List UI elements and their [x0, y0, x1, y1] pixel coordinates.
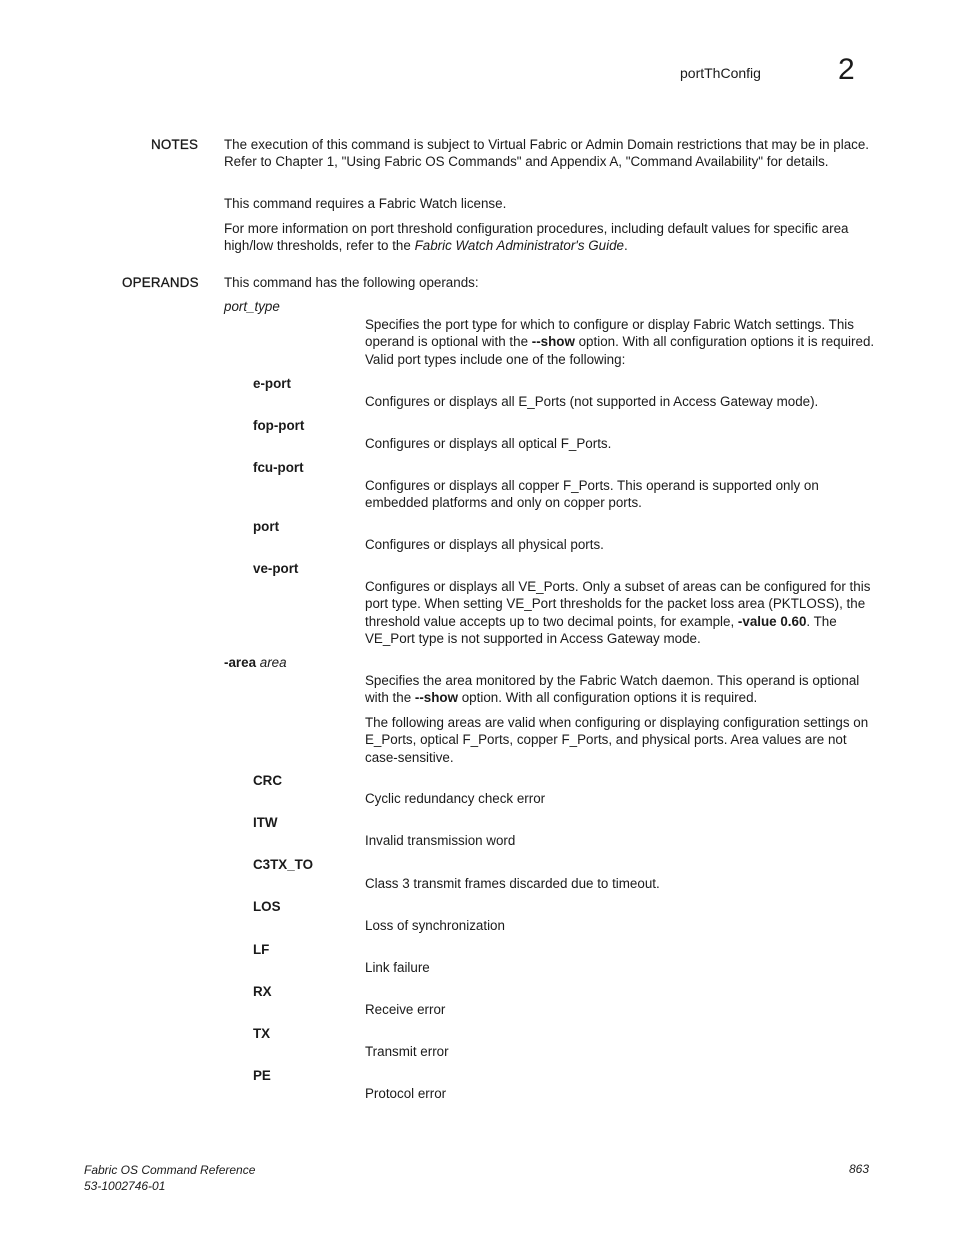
area-argument: area — [259, 655, 287, 670]
notes-paragraph-3-end: . — [624, 238, 628, 254]
port-type-desc-text-end: option. With all configuration options it is required. Valid port types include one of the following: — [365, 334, 875, 367]
ve-port-desc-value-example: -value 0.60 — [737, 613, 807, 629]
area-flag: -area — [224, 655, 257, 670]
footer-page-number: 863 — [849, 1162, 870, 1176]
area-term-description: Loss of synchronization — [365, 918, 505, 933]
operands-label: OPERANDS — [122, 275, 199, 290]
operand-area-description — [365, 672, 875, 707]
area-term-description: Receive error — [365, 1002, 446, 1017]
running-header-command: portThConfig — [680, 65, 761, 81]
area-term: ITW — [253, 815, 278, 830]
footer-doc-title: Fabric OS Command Reference — [84, 1163, 256, 1177]
area-desc-text-end: option. With all configuration options it is required. — [458, 690, 758, 706]
area-term: LF — [253, 942, 270, 957]
area-desc-text: Specifies the area monitored by the Fabric Watch daemon. This operand is optional with the — [365, 673, 860, 706]
footer-doc-number: 53-1002746-01 — [84, 1179, 166, 1193]
port-type-term-description: Configures or displays all optical F_Ports. — [365, 436, 612, 451]
notes-paragraph-3 — [224, 220, 874, 255]
area-term-description: Cyclic redundancy check error — [365, 791, 546, 806]
notes-label: NOTES — [151, 137, 199, 152]
port-type-term: e-port — [253, 376, 291, 391]
area-desc-show-option: --show — [414, 690, 459, 706]
port-type-term-description: Configures or displays all copper F_Ports. This operand is supported only on embedded platforms and only on copper ports. — [365, 478, 819, 511]
port-type-desc-text: Specifies the port type for which to configure or display Fabric Watch settings. This operand is optional with the — [365, 317, 854, 350]
area-term-description: Link failure — [365, 960, 430, 975]
ve-port-desc-text-end: . The VE_Port type is not supported in Access Gateway mode. — [365, 613, 837, 646]
port-type-term-description: Configures or displays all physical ports. — [365, 537, 604, 552]
footer-document-info — [84, 1162, 255, 1194]
area-term-description: Protocol error — [365, 1086, 447, 1101]
port-type-desc-show-option: --show — [531, 334, 575, 350]
port-type-term-description: Configures or displays all E_Ports (not supported in Access Gateway mode). — [365, 394, 819, 409]
ve-port-desc-text: Configures or displays all VE_Ports. Only a subset of areas can be configured for this port type. When setting VE_Port thresholds for the packet loss area (PKTLOSS), the threshold value accepts up to two decimal points, for example, — [365, 579, 871, 629]
port-type-term: ve-port — [253, 561, 299, 576]
ve-port-description — [365, 578, 875, 647]
area-term: PE — [253, 1068, 271, 1083]
area-term: RX — [253, 984, 272, 999]
area-term: LOS — [253, 899, 281, 914]
operands-intro: This command has the following operands: — [224, 275, 479, 290]
notes-paragraph-2: This command requires a Fabric Watch license. — [224, 196, 507, 211]
operand-port-type: port_type — [224, 299, 280, 314]
area-term-description: Class 3 transmit frames discarded due to timeout. — [365, 876, 660, 891]
operand-area — [224, 655, 287, 670]
operand-area-description-2: The following areas are valid when configuring or displaying configuration settings on E_Ports, optical F_Ports, copper F_Ports, and physical ports. Area values are not case-sensitive. — [365, 715, 869, 765]
area-term-description: Transmit error — [365, 1044, 449, 1059]
port-type-term: fop-port — [253, 418, 305, 433]
chapter-number: 2 — [838, 53, 855, 86]
area-term: C3TX_TO — [253, 857, 314, 872]
area-term: CRC — [253, 773, 283, 788]
area-term-description: Invalid transmission word — [365, 833, 516, 848]
port-type-term: fcu-port — [253, 460, 304, 475]
notes-paragraph-1: The execution of this command is subject to Virtual Fabric or Admin Domain restrictions that may be in place. Refer to Chapter 1, "Using Fabric OS Commands" and Appendix A, "Command Availability" for details. — [224, 137, 870, 170]
guide-title: Fabric Watch Administrator's Guide — [414, 238, 624, 254]
area-term: TX — [253, 1026, 271, 1041]
port-type-term: port — [253, 519, 280, 534]
notes-paragraph-3-text: For more information on port threshold configuration procedures, including default values for specific area high/low thresholds, refer to the — [224, 221, 849, 254]
operand-port-type-description — [365, 316, 875, 368]
